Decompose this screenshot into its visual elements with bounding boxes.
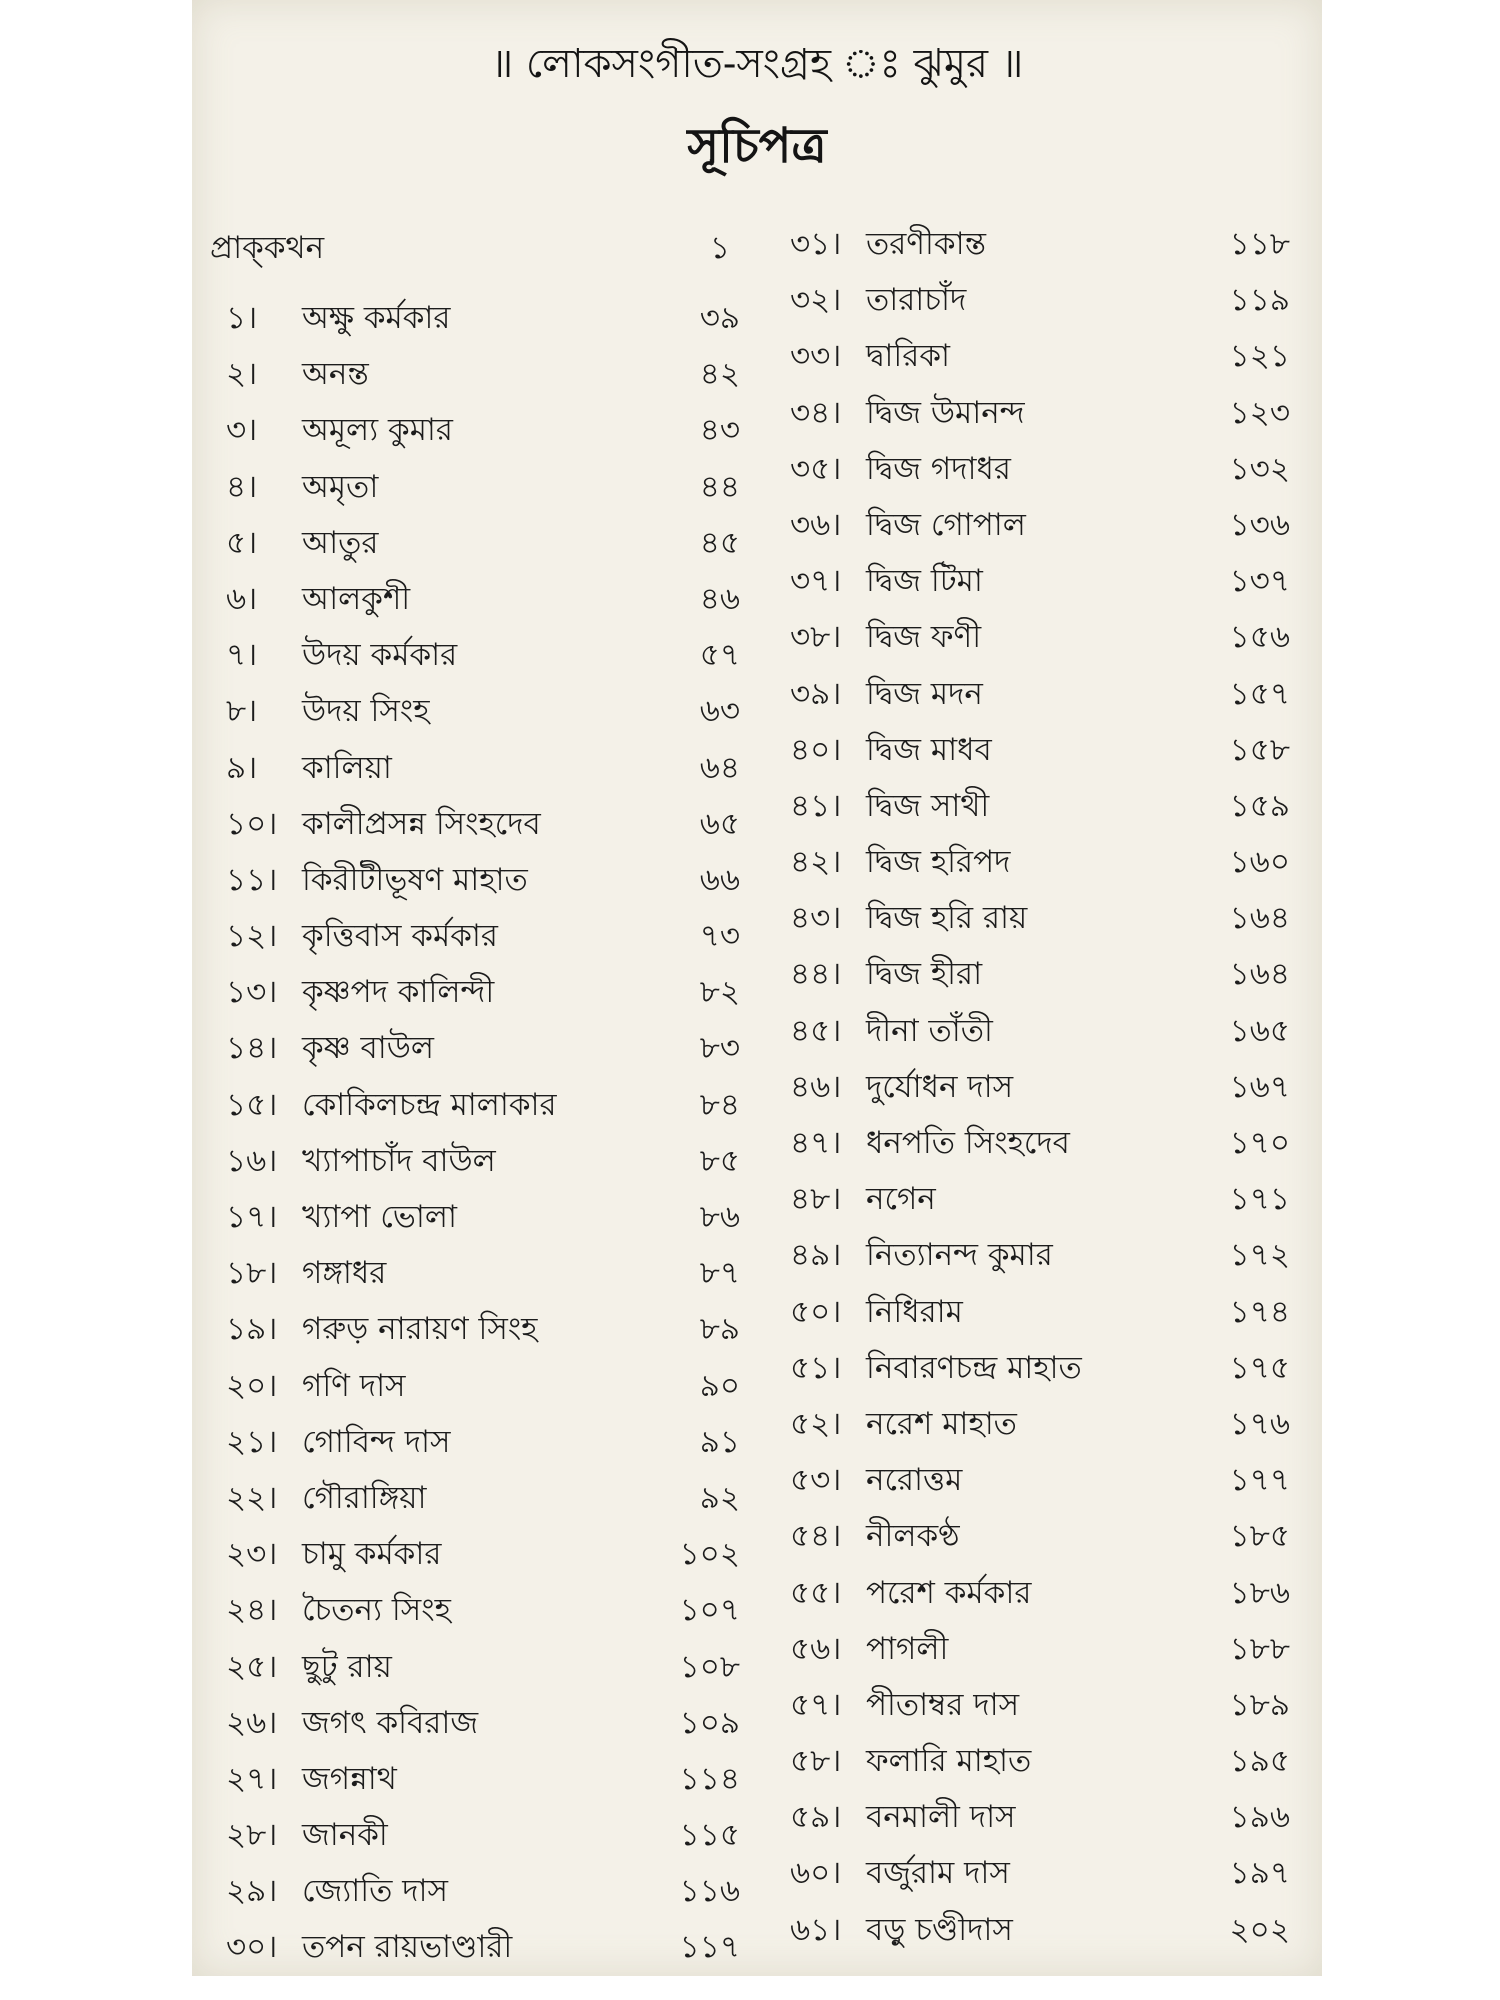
entry-number: ২৬।: [226, 1704, 278, 1741]
entry-poet-name: অমূল্য কুমার: [302, 412, 453, 449]
index-column-left: [208, 290, 740, 1976]
entry-number: ২৩।: [226, 1536, 278, 1573]
entry-number: ৭।: [226, 637, 258, 674]
entry-page-number: ৮২: [699, 974, 740, 1011]
entry-number: ১৭।: [226, 1199, 278, 1235]
entry-poet-name: নরোত্তম: [866, 1462, 963, 1499]
index-entry: [790, 1789, 1290, 1845]
entry-poet-name: দ্বিজ উমানন্দ: [866, 394, 1025, 431]
entry-page-number: ৯১: [699, 1423, 740, 1460]
entry-poet-name: গোবিন্দ দাস: [302, 1423, 451, 1460]
index-entry: [208, 1020, 740, 1076]
index-entry: [208, 683, 740, 739]
entry-page-number: ১০৭: [679, 1592, 740, 1629]
entry-poet-name: দ্বিজ সাথী: [866, 787, 990, 824]
index-entry: [790, 1621, 1290, 1677]
index-entry: [790, 385, 1290, 441]
entry-poet-name: দ্বিজ গদাধর: [866, 450, 1011, 487]
entry-number: ৩৩।: [790, 338, 842, 375]
entry-poet-name: দ্বিজ টিমা: [866, 563, 983, 600]
entry-page-number: ১৫৯: [1229, 787, 1290, 824]
entry-number: ৩।: [226, 412, 258, 449]
index-entry: [790, 328, 1290, 384]
entry-poet-name: দ্বিজ মদন: [866, 675, 983, 712]
entry-page-number: ১৬৪: [1229, 900, 1290, 937]
index-entry: [208, 1582, 740, 1638]
index-entry: [790, 1284, 1290, 1340]
entry-page-number: ১১৭: [679, 1929, 740, 1966]
index-entry: [790, 216, 1290, 272]
entry-poet-name: গণি দাস: [302, 1367, 406, 1404]
index-entry: [790, 441, 1290, 497]
entry-page-number: ৪৬: [699, 580, 740, 617]
entry-poet-name: পীতাম্বর দাস: [866, 1686, 1020, 1723]
entry-page-number: ১৫৮: [1229, 731, 1290, 768]
entry-poet-name: জ্যোতি দাস: [302, 1873, 449, 1910]
entry-page-number: ১৩৭: [1229, 563, 1290, 600]
entry-number: ১৩।: [226, 974, 278, 1011]
entry-number: ৫৩।: [790, 1462, 842, 1499]
entry-page-number: ১৩২: [1229, 450, 1290, 487]
entry-poet-name: তপন রায়ভাণ্ডারী: [302, 1929, 513, 1966]
entry-number: ২২।: [226, 1479, 278, 1516]
entry-number: ৩২।: [790, 282, 842, 319]
entry-page-number: ৮৭: [699, 1255, 740, 1292]
entry-number: ৫৭।: [790, 1686, 842, 1723]
entry-page-number: ১৮৫: [1229, 1518, 1290, 1555]
entry-poet-name: কৃত্তিবাস কর্মকার: [302, 918, 498, 955]
entry-poet-name: জগন্নাথ: [302, 1760, 397, 1797]
entry-poet-name: তারাচাঁদ: [866, 282, 967, 319]
entry-number: ৩৪।: [790, 394, 842, 431]
entry-number: ৩৯।: [790, 675, 842, 712]
index-entry: [208, 1751, 740, 1807]
preface-page-number: ১: [709, 230, 730, 266]
entry-poet-name: উদয় সিংহ: [302, 693, 430, 730]
entry-number: ২।: [226, 356, 258, 393]
entry-page-number: ১৭২: [1229, 1237, 1290, 1274]
index-entry: [790, 778, 1290, 834]
entry-number: ৪৫।: [790, 1012, 842, 1049]
entry-number: ৩৮।: [790, 619, 842, 656]
entry-page-number: ১০৯: [679, 1704, 740, 1741]
index-entry: [208, 796, 740, 852]
entry-page-number: ১৫৬: [1229, 619, 1290, 656]
entry-page-number: ১১৮: [1229, 226, 1290, 262]
entry-page-number: ১১৬: [679, 1873, 740, 1910]
index-entry: [790, 1003, 1290, 1059]
entry-page-number: ৬৫: [699, 805, 740, 842]
series-title: ॥ লোকসংগীত-সংগ্রহ ঃ ঝুমুর ॥: [490, 41, 1024, 87]
entry-page-number: ৮৩: [699, 1030, 740, 1067]
entry-poet-name: দ্বিজ হরি রায়: [866, 900, 1028, 937]
entry-page-number: ১৭১: [1229, 1181, 1290, 1218]
entry-page-number: ১৯৬: [1229, 1799, 1290, 1836]
index-entry: [208, 290, 740, 346]
entry-poet-name: জগৎ কবিরাজ: [302, 1704, 479, 1741]
entry-page-number: ১৮৮: [1229, 1630, 1290, 1667]
entry-page-number: ১২৩: [1229, 394, 1290, 431]
entry-number: ৪।: [226, 468, 258, 505]
index-entry: [790, 1396, 1290, 1452]
entry-poet-name: দ্বিজ গোপাল: [866, 506, 1026, 543]
index-entry: [790, 497, 1290, 553]
entry-page-number: ১৩৬: [1229, 506, 1290, 543]
entry-page-number: ১১৯: [1229, 282, 1290, 319]
entry-poet-name: দ্বিজ হীরা: [866, 956, 983, 993]
entry-number: ২১।: [226, 1423, 278, 1460]
entry-poet-name: পাগলী: [866, 1630, 949, 1667]
index-entry: [790, 1902, 1290, 1958]
entry-poet-name: কোকিলচন্দ্র মালাকার: [302, 1086, 557, 1123]
entry-number: ৪৬।: [790, 1068, 842, 1105]
index-entry: [208, 964, 740, 1020]
entry-number: ১০।: [226, 805, 278, 842]
index-entry: [790, 1565, 1290, 1621]
entry-page-number: ১৬৭: [1229, 1068, 1290, 1105]
index-entry: [208, 1245, 740, 1301]
entry-poet-name: খ্যাপাচাঁদ বাউল: [302, 1142, 496, 1179]
entry-number: ৪৩।: [790, 900, 842, 937]
entry-number: ৫২।: [790, 1405, 842, 1442]
entry-page-number: ৩৯: [699, 300, 740, 336]
index-entry: [790, 1340, 1290, 1396]
entry-page-number: ১৮৯: [1229, 1686, 1290, 1723]
entry-poet-name: বড়ু চণ্ডীদাস: [866, 1911, 1013, 1948]
entry-poet-name: গরুড় নারায়ণ সিংহ: [302, 1311, 538, 1348]
index-entry: [790, 1733, 1290, 1789]
index-entry: [208, 1807, 740, 1863]
entry-poet-name: দ্বারিকা: [866, 338, 951, 375]
entry-page-number: ১৬০: [1229, 844, 1290, 881]
index-entry: [208, 1133, 740, 1189]
entry-poet-name: বনমালী দাস: [866, 1799, 1016, 1836]
index-entry: [208, 1301, 740, 1357]
index-entry: [790, 609, 1290, 665]
index-entry: [208, 1919, 740, 1975]
entry-poet-name: নিত্যানন্দ কুমার: [866, 1237, 1053, 1274]
entry-page-number: ৪৫: [699, 524, 740, 561]
entry-number: ৫৬।: [790, 1630, 842, 1667]
entry-page-number: ৮৫: [699, 1142, 740, 1179]
entry-poet-name: নিবারণচন্দ্র মাহাত: [866, 1349, 1082, 1386]
entry-poet-name: পরেশ কর্মকার: [866, 1574, 1032, 1611]
entry-number: ৪০।: [790, 731, 842, 768]
entry-number: ৪৯।: [790, 1237, 842, 1274]
index-entry: [208, 571, 740, 627]
entry-poet-name: দ্বিজ মাধব: [866, 731, 992, 768]
entry-poet-name: কিরীটীভূষণ মাহাত: [302, 861, 528, 898]
index-entry: [208, 515, 740, 571]
entry-number: ৯।: [226, 749, 258, 786]
index-entry: [208, 908, 740, 964]
entry-poet-name: দ্বিজ হরিপদ: [866, 844, 1011, 881]
book-page: [192, 0, 1322, 1976]
index-entry: [208, 627, 740, 683]
entry-number: ৬।: [226, 580, 258, 617]
index-entry: [208, 1639, 740, 1695]
entry-number: ২৪।: [226, 1592, 278, 1629]
entry-poet-name: গঙ্গাধর: [302, 1255, 387, 1292]
entry-page-number: ৯২: [699, 1479, 740, 1516]
entry-page-number: ১১৫: [679, 1817, 740, 1854]
entry-number: ৮।: [226, 693, 258, 730]
entry-number: ৫৯।: [790, 1799, 842, 1836]
index-entry: [208, 1695, 740, 1751]
entry-number: ৩০।: [226, 1929, 278, 1966]
entry-number: ৪৪।: [790, 956, 842, 993]
index-title: সূচিপত্র: [687, 118, 827, 174]
entry-number: ৩১।: [790, 226, 842, 262]
entry-number: ৫১।: [790, 1349, 842, 1386]
entry-page-number: ১৬৫: [1229, 1012, 1290, 1049]
index-entry: [208, 402, 740, 458]
entry-number: ৩৬।: [790, 506, 842, 543]
entry-page-number: ৮৯: [699, 1311, 740, 1348]
index-entry: [208, 1470, 740, 1526]
entry-poet-name: ছুটু রায়: [302, 1648, 392, 1685]
entry-number: ৩৫।: [790, 450, 842, 487]
index-entry: [208, 740, 740, 796]
entry-number: ১৮।: [226, 1255, 278, 1292]
entry-poet-name: অমৃতা: [302, 468, 379, 505]
entry-poet-name: ফলারি মাহাত: [866, 1743, 1032, 1780]
entry-number: ৫৮।: [790, 1743, 842, 1780]
entry-poet-name: উদয় কর্মকার: [302, 637, 458, 674]
index-entry: [208, 1526, 740, 1582]
index-entry: [790, 1508, 1290, 1564]
entry-page-number: ১৯৫: [1229, 1743, 1290, 1780]
entry-page-number: ৭৩: [699, 918, 740, 955]
entry-number: ৬১।: [790, 1911, 842, 1948]
entry-page-number: ৯০: [699, 1367, 740, 1404]
entry-number: ৩৭।: [790, 563, 842, 600]
entry-number: ৫৫।: [790, 1574, 842, 1611]
entry-number: ৪৮।: [790, 1181, 842, 1218]
entry-page-number: ১৭৭: [1229, 1462, 1290, 1499]
entry-number: ১১।: [226, 861, 278, 898]
index-entry: [208, 1358, 740, 1414]
index-entry: [790, 834, 1290, 890]
entry-page-number: ৬৩: [699, 693, 740, 730]
entry-page-number: ১৭৬: [1229, 1405, 1290, 1442]
entry-page-number: ৮৪: [699, 1086, 740, 1123]
entry-poet-name: দুর্যোধন দাস: [866, 1068, 1014, 1105]
entry-page-number: ৬৪: [699, 749, 740, 786]
entry-poet-name: খ্যাপা ভোলা: [302, 1199, 457, 1235]
index-entry: [790, 1227, 1290, 1283]
entry-page-number: ৪৩: [699, 412, 740, 449]
entry-number: ১৫।: [226, 1086, 278, 1123]
index-entry: [790, 1845, 1290, 1901]
entry-page-number: ১০২: [679, 1536, 740, 1573]
entry-number: ৪১।: [790, 787, 842, 824]
entry-number: ১২।: [226, 918, 278, 955]
entry-number: ২৮।: [226, 1817, 278, 1854]
entry-page-number: ৫৭: [699, 637, 740, 674]
index-entry: [790, 890, 1290, 946]
entry-number: ২৯।: [226, 1873, 278, 1910]
index-entry: [790, 946, 1290, 1002]
entry-number: ২৫।: [226, 1648, 278, 1685]
index-entry: [208, 346, 740, 402]
entry-number: ২৭।: [226, 1760, 278, 1797]
entry-poet-name: কালিয়া: [302, 749, 392, 786]
index-entry: [208, 1863, 740, 1919]
index-entry: [790, 1452, 1290, 1508]
entry-poet-name: আলকুশী: [302, 580, 411, 617]
entry-page-number: ১৮৬: [1229, 1574, 1290, 1611]
entry-page-number: ৪৪: [699, 468, 740, 505]
entry-poet-name: অক্ষু কর্মকার: [302, 300, 451, 336]
entry-poet-name: আতুর: [302, 524, 379, 561]
entry-number: ৫।: [226, 524, 258, 561]
entry-number: ৪২।: [790, 844, 842, 881]
index-entry: [790, 666, 1290, 722]
index-column-right: [790, 216, 1290, 1958]
entry-number: ১৬।: [226, 1142, 278, 1179]
entry-number: ২০।: [226, 1367, 278, 1404]
preface-label: প্রাক্‌কথন: [210, 230, 325, 266]
entry-page-number: ১৬৪: [1229, 956, 1290, 993]
index-entry: [208, 459, 740, 515]
entry-page-number: ১১৪: [679, 1760, 740, 1797]
entry-poet-name: অনন্ত: [302, 356, 369, 393]
entry-page-number: ১৯৭: [1229, 1855, 1290, 1892]
index-entry: [790, 722, 1290, 778]
entry-page-number: ১৭০: [1229, 1125, 1290, 1161]
index-entry: [208, 1414, 740, 1470]
entry-poet-name: চামু কর্মকার: [302, 1536, 442, 1573]
entry-poet-name: কালীপ্রসন্ন সিংহদেব: [302, 805, 541, 842]
entry-poet-name: কৃষ্ণপদ কালিন্দী: [302, 974, 495, 1011]
index-entry: [790, 1059, 1290, 1115]
entry-page-number: ১৫৭: [1229, 675, 1290, 712]
entry-number: ৬০।: [790, 1855, 842, 1892]
index-entry: [208, 1077, 740, 1133]
entry-page-number: ৬৬: [699, 861, 740, 898]
entry-poet-name: বর্জুরাম দাস: [866, 1855, 1010, 1892]
preface-entry: [210, 224, 730, 272]
entry-poet-name: নীলকণ্ঠ: [866, 1518, 960, 1555]
index-entry: [790, 553, 1290, 609]
entry-poet-name: জানকী: [302, 1817, 388, 1854]
entry-page-number: ১৭৪: [1229, 1293, 1290, 1330]
entry-poet-name: কৃষ্ণ বাউল: [302, 1030, 434, 1067]
index-entry: [208, 852, 740, 908]
entry-poet-name: নগেন: [866, 1181, 936, 1218]
entry-page-number: ২০২: [1229, 1911, 1290, 1948]
entry-poet-name: নিধিরাম: [866, 1293, 963, 1330]
entry-poet-name: গৌরাঙ্গিয়া: [302, 1479, 427, 1516]
entry-page-number: ৪২: [699, 356, 740, 393]
entry-number: ১।: [226, 300, 258, 336]
index-entry: [208, 1189, 740, 1245]
entry-poet-name: চৈতন্য সিংহ: [302, 1592, 451, 1629]
entry-poet-name: ধনপতি সিংহদেব: [866, 1125, 1070, 1161]
entry-poet-name: নরেশ মাহাত: [866, 1405, 1017, 1442]
entry-number: ৫০।: [790, 1293, 842, 1330]
entry-number: ৫৪।: [790, 1518, 842, 1555]
entry-poet-name: দ্বিজ ফণী: [866, 619, 982, 656]
entry-number: ১৯।: [226, 1311, 278, 1348]
entry-page-number: ১৭৫: [1229, 1349, 1290, 1386]
index-entry: [790, 272, 1290, 328]
entry-page-number: ৮৬: [699, 1199, 740, 1235]
index-entry: [790, 1171, 1290, 1227]
index-entry: [790, 1677, 1290, 1733]
index-entry: [790, 1115, 1290, 1171]
entry-poet-name: তরণীকান্ত: [866, 226, 986, 262]
entry-page-number: ১০৮: [679, 1648, 740, 1685]
entry-number: ১৪।: [226, 1030, 278, 1067]
entry-poet-name: দীনা তাঁতী: [866, 1012, 993, 1049]
entry-number: ৪৭।: [790, 1125, 842, 1161]
entry-page-number: ১২১: [1229, 338, 1290, 375]
